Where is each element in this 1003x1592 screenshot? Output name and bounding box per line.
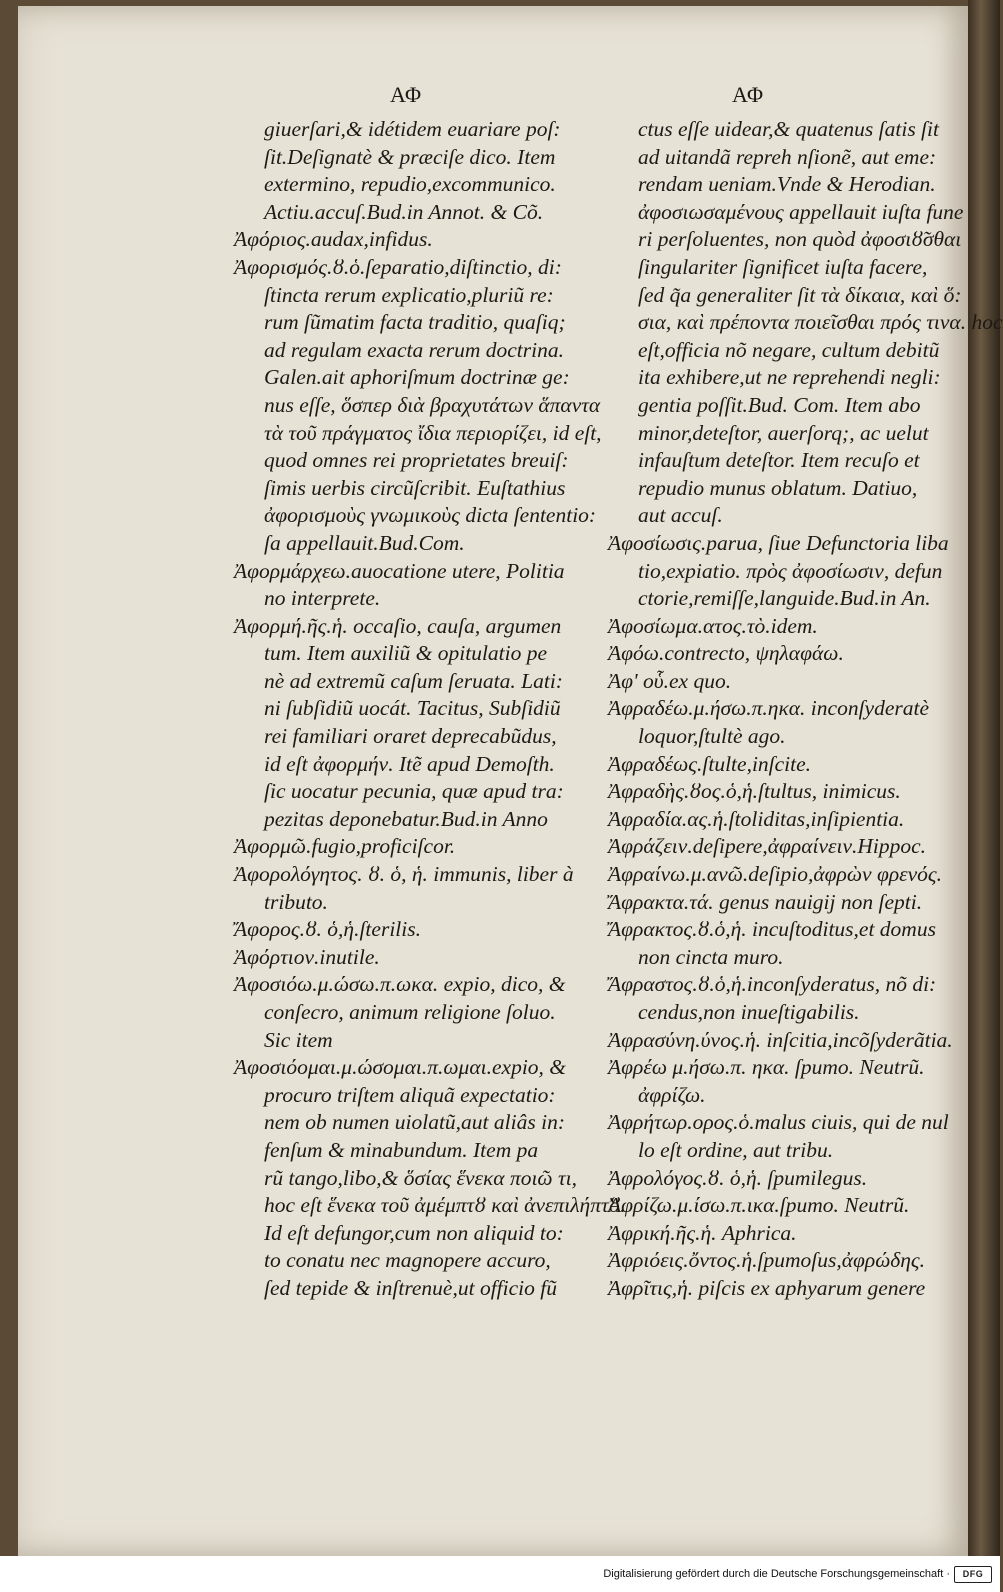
text-line: non cincta muro. [638,944,784,969]
footer-bar [0,1556,1000,1592]
text-line: aut accuſ. [638,503,723,528]
text-line: ad regulam exacta rerum doctrina. [264,337,564,362]
text-line: nem ob numen uiolatũ,aut aliâs in: [264,1110,565,1135]
text-line: Ἀφραδέω.μ.ήσω.π.ηκα. inconſyderatè [608,696,930,721]
text-line: Ἀφορισμός.ȣ.ὁ.ſeparatio,diſtinctio, di: [234,254,562,279]
text-line: Ἀφοσιόω.μ.ώσω.π.ωκα. expio, dico, & [234,972,566,997]
text-line: to conatu nec magnopere accuro, [264,1248,551,1273]
text-line: nè ad extremũ caſum ſeruata. Lati: [264,668,563,693]
text-line: Ἄφρακτα.τά. genus nauigij non ſepti. [608,889,923,914]
text-line: Ἀφρίζω.μ.ίσω.π.ικα.ſpumo. Neutrũ. [608,1193,910,1218]
text-line: gentia poſſit.Bud. Com. Item abo [638,392,921,417]
text-line: minor,deteſtor, auerſorq;, ac uelut [638,420,929,445]
text-line: nus eſſe, ὅσπερ διὰ βραχυτάτων ἅπαντα [264,392,601,417]
text-line: Id eſt defungor,cum non aliquid to: [264,1220,564,1245]
text-line: tum. Item auxiliũ & opitulatio pe [264,641,548,666]
text-line: Ἀφρέω μ.ήσω.π. ηκα. ſpumo. Neutrũ. [608,1055,925,1080]
text-line: ri perſoluentes, non quòd ἀφοσιȣ̃σθαι [638,227,962,252]
text-line: Actiu.accuſ.Bud.in Annot. & Cõ. [264,199,544,224]
text-line: Ἀφοσίωσις.parua, ſiue Defunctoria liba [608,530,949,555]
text-line: eſt,officia nõ negare, cultum debitũ [638,337,940,362]
text-line: tio,expiatio. πρὸς ἀφοσίωσιν, defun [638,558,943,583]
text-line: repudio munus oblatum. Datiuo, [638,475,918,500]
text-line: Ἀφορμάρχεω.auocatione utere, Politia [234,558,565,583]
text-line: Ἀφραίνω.μ.ανῶ.deſipio,ἀφρὼν φρενός. [608,862,943,887]
text-line: τὰ τοῦ πράγματος ἴδια περιορίζει, id eſt, [264,420,602,445]
left-column [234,116,626,1303]
text-line: ni ſubſidiũ uocát. Tacitus, Subſidiũ [264,696,561,721]
text-line: rum ſũmatim facta traditio, quaſiq; [264,310,566,335]
text-line: conſecro, animum religione ſoluo. [264,1000,556,1024]
text-line: Ἀφορολόγητος. ȣ. ὁ, ἡ. immunis, liber à [234,862,574,887]
book-edge [968,0,1000,1560]
footer-credit: Digitalisierung gefördert durch die Deutsche Forschungsgemeinschaft · [603,1568,950,1580]
text-line: Ἀφράζειν.deſipere,ἀφραίνειν.Hippoc. [608,834,927,859]
text-line: Ἀφραδία.ας.ἡ.ſtoliditas,inſipientia. [608,806,905,831]
text-line: Sic item [264,1027,333,1052]
text-line: Ἀφ' οὗ.ex quo. [608,668,732,693]
text-line: Ἀφορμῶ.fugio,proficiſcor. [234,834,456,859]
right-column [608,116,1003,1303]
text-line: ſed q̃a generaliter ſit τὰ δίκαια, καὶ ὅ: [638,282,962,307]
text-line: no interprete. [264,586,381,611]
text-line: rendam ueniam.Vnde & Herodian. [638,172,936,197]
text-line: ſed tepide & inſtrenuè,ut officio fũ [264,1275,557,1300]
text-line: ad uitandã repreh nſionẽ, aut eme: [638,144,937,169]
text-line: infauſtum deteſtor. Item recuſo et [638,448,920,473]
text-line: cendus,non inueſtigabilis. [638,1000,860,1024]
text-line: tributo. [264,889,328,914]
page-header-left: ΑΦ [390,82,422,107]
text-line: σια, καὶ πρέποντα ποιεῖσθαι πρός τινα. hoc [638,310,1003,335]
text-line: ſit.Deſignatè & præciſe dico. Item [264,144,556,169]
text-line: Ἀφόριος.audax,infidus. [234,227,433,252]
text-line: Ἀφρῖτις,ἡ. piſcis ex aphyarum genere [608,1275,926,1300]
text-line: lo eſt ordine, aut tribu. [638,1137,834,1162]
text-line: ctus eſſe uidear,& quatenus ſatis ſit [638,117,939,141]
text-line: Ἀφόρτιον.inutile. [234,944,380,969]
text-line: ἀφοσιωσαμένους appellauit iuſta fune [638,199,964,224]
text-line: Ἀφρασύνη.ύνος.ἡ. inſcitia,incõſyderãtia. [608,1027,953,1052]
text-line: Ἀφρήτωρ.ορος.ὁ.malus ciuis, qui de nul [608,1110,949,1135]
text-line: giuerſari,& idétidem euariare poſ: [264,117,561,141]
text-line: Ἀφόω.contrecto, ψηλαφάω. [608,641,844,666]
text-line: Ἄφρακτος.ȣ.ὁ,ἡ. incuſtoditus,et domus [608,917,936,942]
text-line: ita exhibere,ut ne reprehendi negli: [638,365,941,390]
text-line: Galen.ait aphoriſmum doctrinæ ge: [264,365,570,390]
dfg-logo: DFG [954,1566,992,1583]
text-line: hoc eſt ἕνεκα τοῦ ἀμέμπτȣ καὶ ἀνεπιλήπτȣ. [264,1193,626,1218]
text-line: ſimis uerbis circũſcribit. Euſtathius [264,475,566,500]
text-line: ſa appellauit.Bud.Com. [264,530,465,555]
text-line: fenſum & minabundum. Item pa [264,1137,539,1162]
text-line: Ἀφραδέως.ſtulte,inſcite. [608,751,812,776]
text-line: Ἀφρολόγος.ȣ. ὁ,ἡ. ſpumilegus. [608,1165,868,1190]
text-line: ſingulariter ſignificet iuſta facere, [638,254,928,279]
text-line: rei familiari oraret deprecabũdus, [264,724,557,749]
text-line: id eſt ἀφορμήν. Itẽ apud Demoſth. [264,751,555,776]
text-line: Ἄφορος.ȣ. ὁ,ἡ.ſterilis. [234,917,421,942]
text-line: rũ tango,libo,& ὅσίας ἕνεκα ποιῶ τι, [264,1165,578,1190]
text-line: loquor,ſtultè ago. [638,724,786,749]
page-header-right: ΑΦ [732,82,764,107]
text-line: Ἀφοσιόομαι.μ.ώσομαι.π.ωμαι.expio, & [234,1055,567,1080]
text-line: Ἀφραδὴς.ȣος.ὁ,ἡ.ſtultus, inimicus. [608,779,901,804]
text-line: ſic uocatur pecunia, quæ apud tra: [264,779,564,804]
text-line: pezitas deponebatur.Bud.in Anno [264,806,548,831]
text-line: ἀφορισμοὺς γνωμικοὺς dicta ſententio: [264,503,597,528]
text-line: ctorie,remiſſe,languide.Bud.in An. [638,586,931,611]
text-line: quod omnes rei proprietates breuiſ: [264,448,569,473]
text-line: extermino, repudio,excommunico. [264,172,556,197]
text-line: ἀφρίζω. [638,1082,706,1107]
text-line: Ἀφρική.ῆς.ἡ. Aphrica. [608,1220,797,1245]
text-line: procuro triſtem aliquã expectatio: [264,1082,556,1107]
text-line: Ἀφριόεις.ὄντος.ἡ.ſpumoſus,ἀφρώδης. [608,1248,925,1273]
text-line: Ἀφοσίωμα.ατος.τὸ.idem. [608,613,818,638]
text-line: ſtincta rerum explicatio,pluriũ re: [264,282,554,307]
text-line: Ἄφραστος.ȣ.ὁ,ἡ.inconſyderatus, nõ di: [608,972,937,997]
text-line: Ἀφορμή.ῆς.ἡ. occaſio, cauſa, argumen [234,613,562,638]
